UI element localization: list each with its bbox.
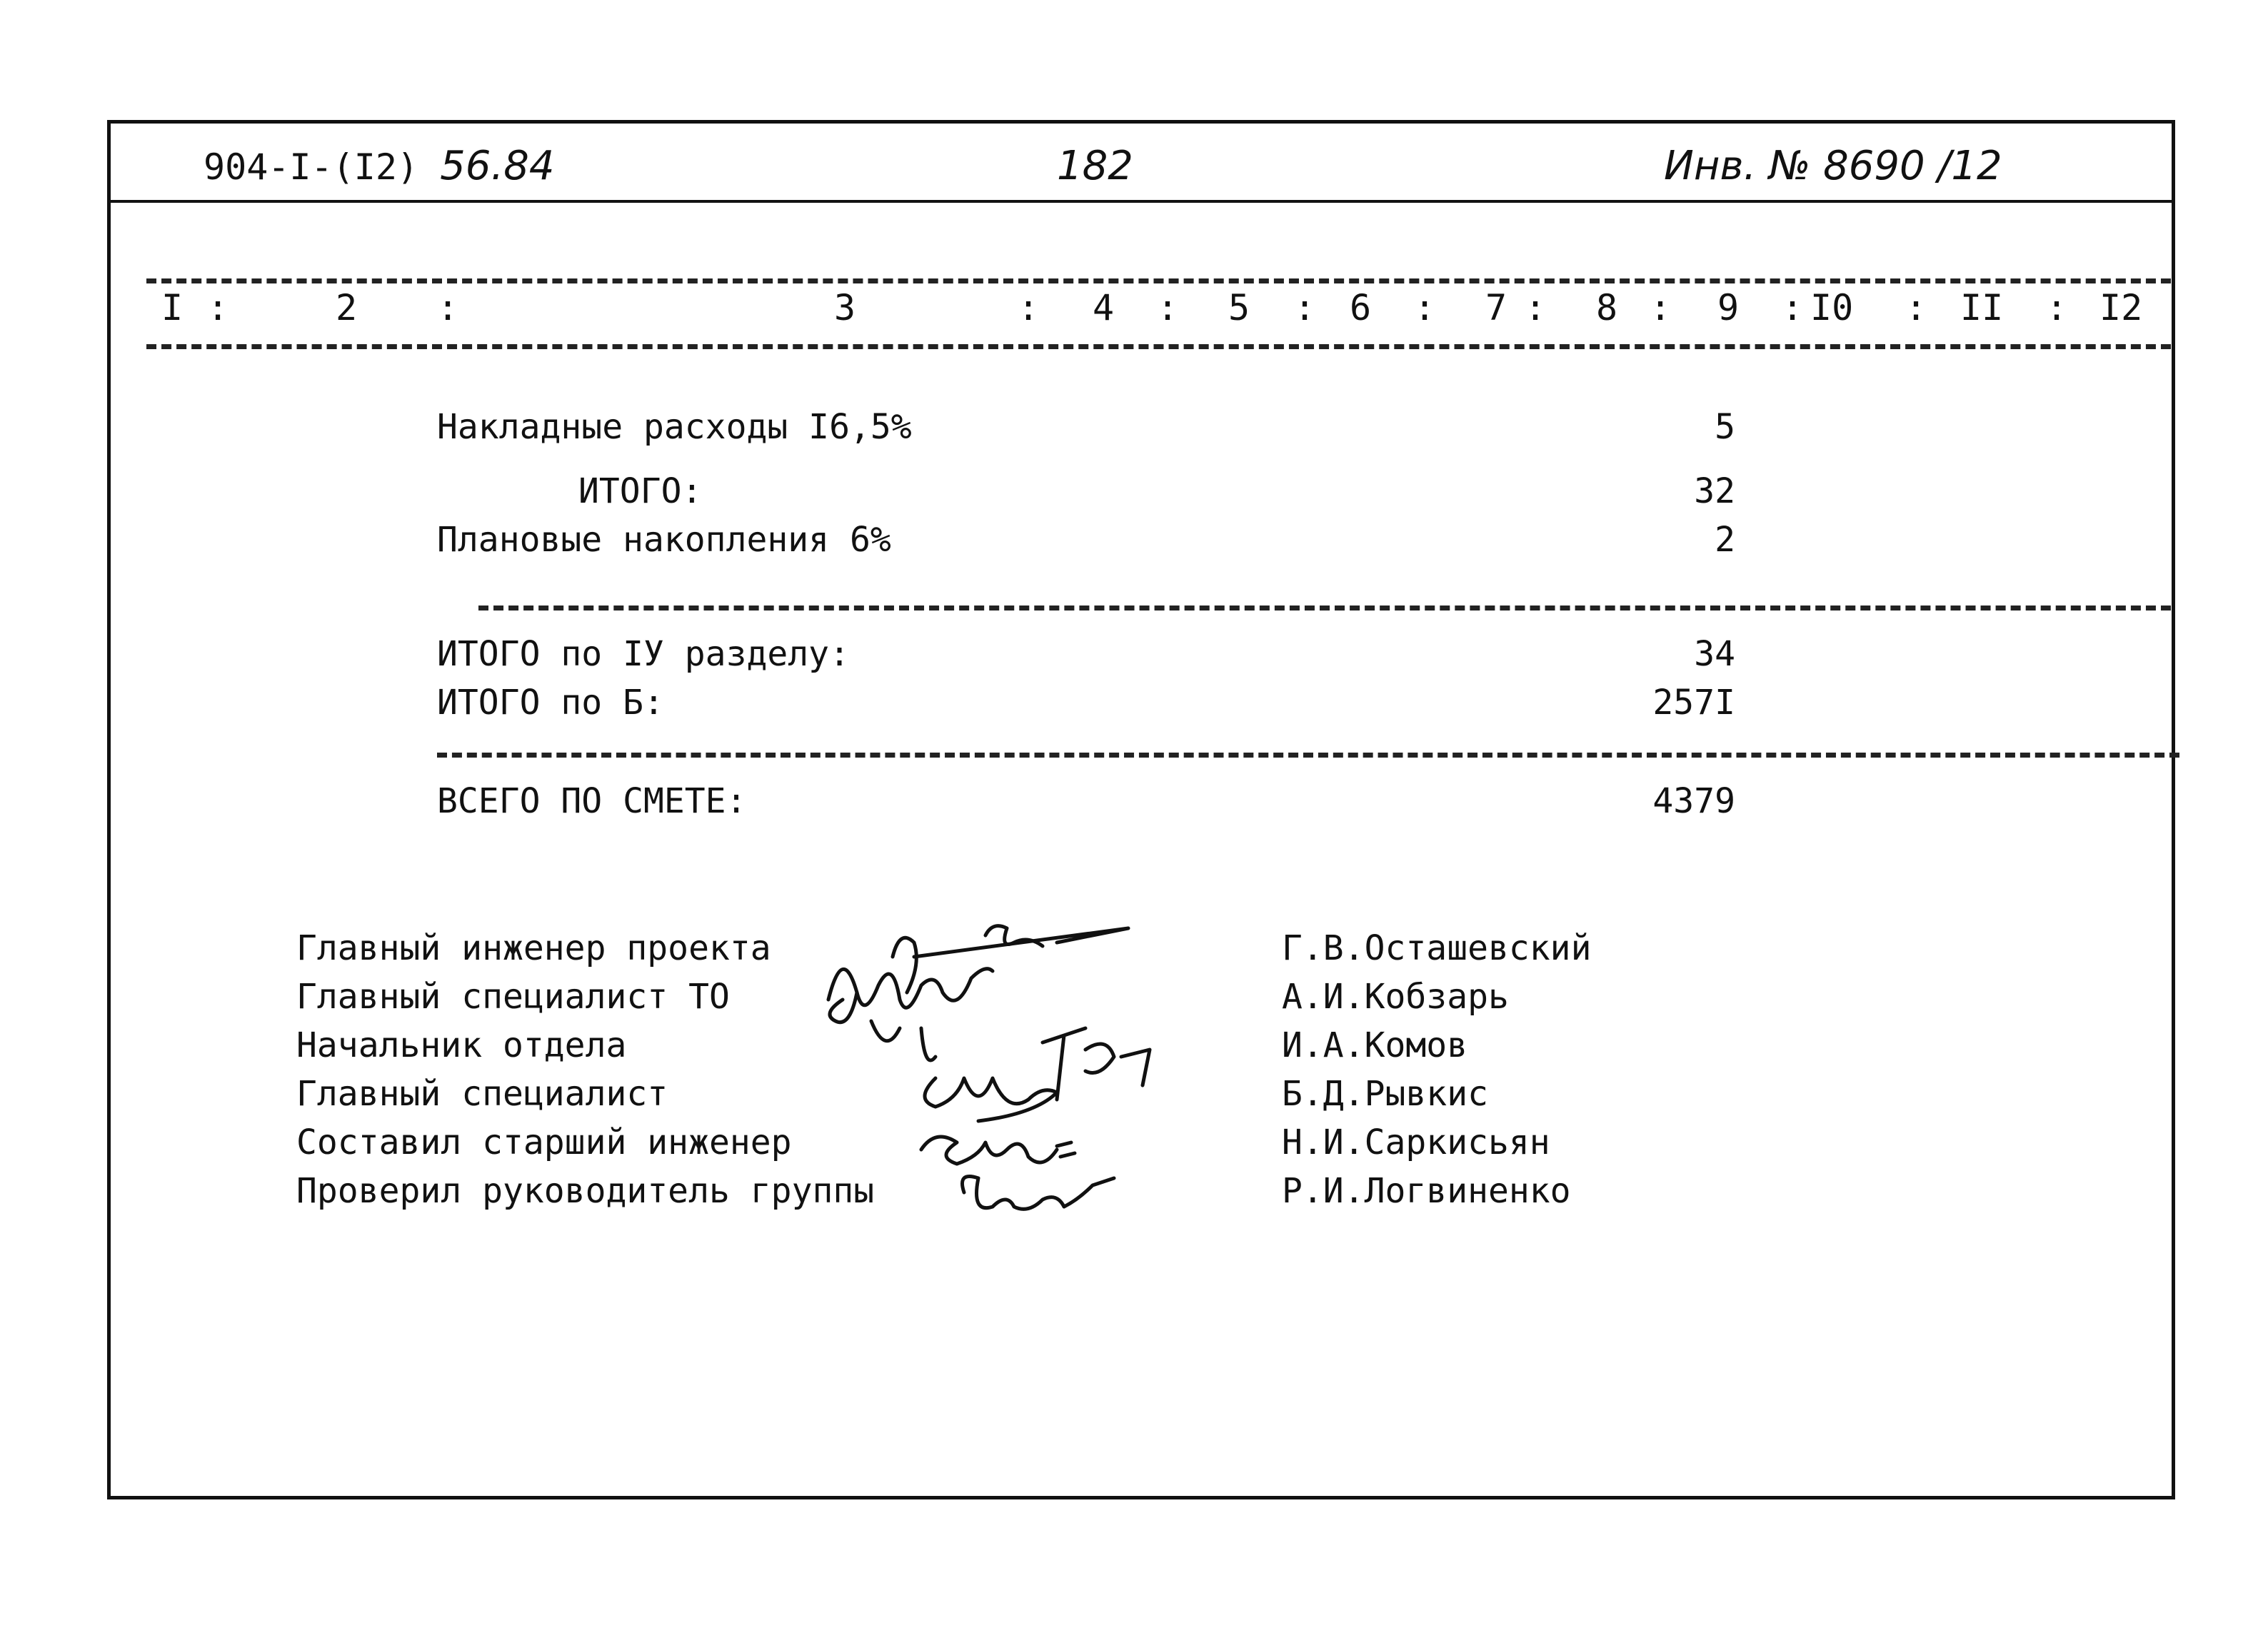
column-number: II (1960, 287, 2004, 328)
document-code (204, 143, 554, 189)
subtotal-label: ИТОГО: (578, 471, 703, 511)
total-b-label: ИТОГО по Б: (437, 683, 664, 723)
overhead-label: Накладные расходы I6,5% (437, 407, 912, 447)
overhead-value: 5 (1715, 407, 1735, 447)
column-number: 7 (1485, 287, 1507, 328)
column-band-top-rule (146, 278, 2171, 283)
document-code-printed: 904-I-(I2) (204, 146, 419, 188)
signatory-position: Главный специалист (296, 1074, 668, 1114)
section-total-label: ИТОГО по IУ разделу: (437, 634, 850, 674)
inventory-number: Инв. № 8690 /12 (1664, 143, 2002, 189)
page-number: 182 (1057, 143, 1133, 189)
grand-total-value: 4379 (1652, 781, 1735, 821)
signatory-name: А.И.Кобзарь (1282, 977, 1509, 1017)
signatory-name: И.А.Комов (1282, 1025, 1468, 1065)
total-b-value: 257I (1652, 683, 1735, 723)
section-divider (478, 606, 2171, 610)
column-number: 6 (1350, 287, 1372, 328)
column-number: 2 (336, 287, 358, 328)
signatures-graphic (814, 914, 1200, 1228)
signatory-name: Г.В.Осташевский (1282, 928, 1592, 968)
section-total-value: 34 (1694, 634, 1735, 674)
planned-savings-label: Плановые накопления 6% (437, 520, 891, 560)
signatory-position: Главный инженер проекта (296, 928, 771, 968)
grand-total-divider (437, 753, 2179, 758)
document-code-handwritten: 56.84 (440, 143, 555, 189)
column-number: 3 (834, 287, 856, 328)
column-number: 8 (1596, 287, 1618, 328)
column-number: I (161, 287, 184, 328)
column-band-bottom-rule (146, 344, 2171, 349)
column-number: I2 (2099, 287, 2143, 328)
planned-savings-value: 2 (1715, 520, 1735, 560)
column-number: 5 (1228, 287, 1250, 328)
signatory-position: Главный специалист ТО (296, 977, 730, 1017)
signatory-position: Начальник отдела (296, 1025, 627, 1065)
signatory-name: Н.И.Саркисьян (1282, 1122, 1550, 1162)
signatory-position: Составил старший инженер (296, 1122, 792, 1162)
subtotal-value: 32 (1694, 471, 1735, 511)
signatory-name: Р.И.Логвиненко (1282, 1171, 1571, 1211)
column-number: I0 (1810, 287, 1854, 328)
column-number: 4 (1093, 287, 1115, 328)
grand-total-label: ВСЕГО ПО СМЕТЕ: (437, 781, 747, 821)
signatory-position: Проверил руководитель группы (296, 1171, 875, 1211)
column-numbers: I : 2 : 3 : 4 : 5 : 6 : 7 : 8 : 9 : I0 : II : I2 (161, 287, 2143, 328)
header-divider (107, 200, 2175, 203)
signatory-name: Б.Д.Рывкис (1282, 1074, 1488, 1114)
column-number: 9 (1717, 287, 1740, 328)
